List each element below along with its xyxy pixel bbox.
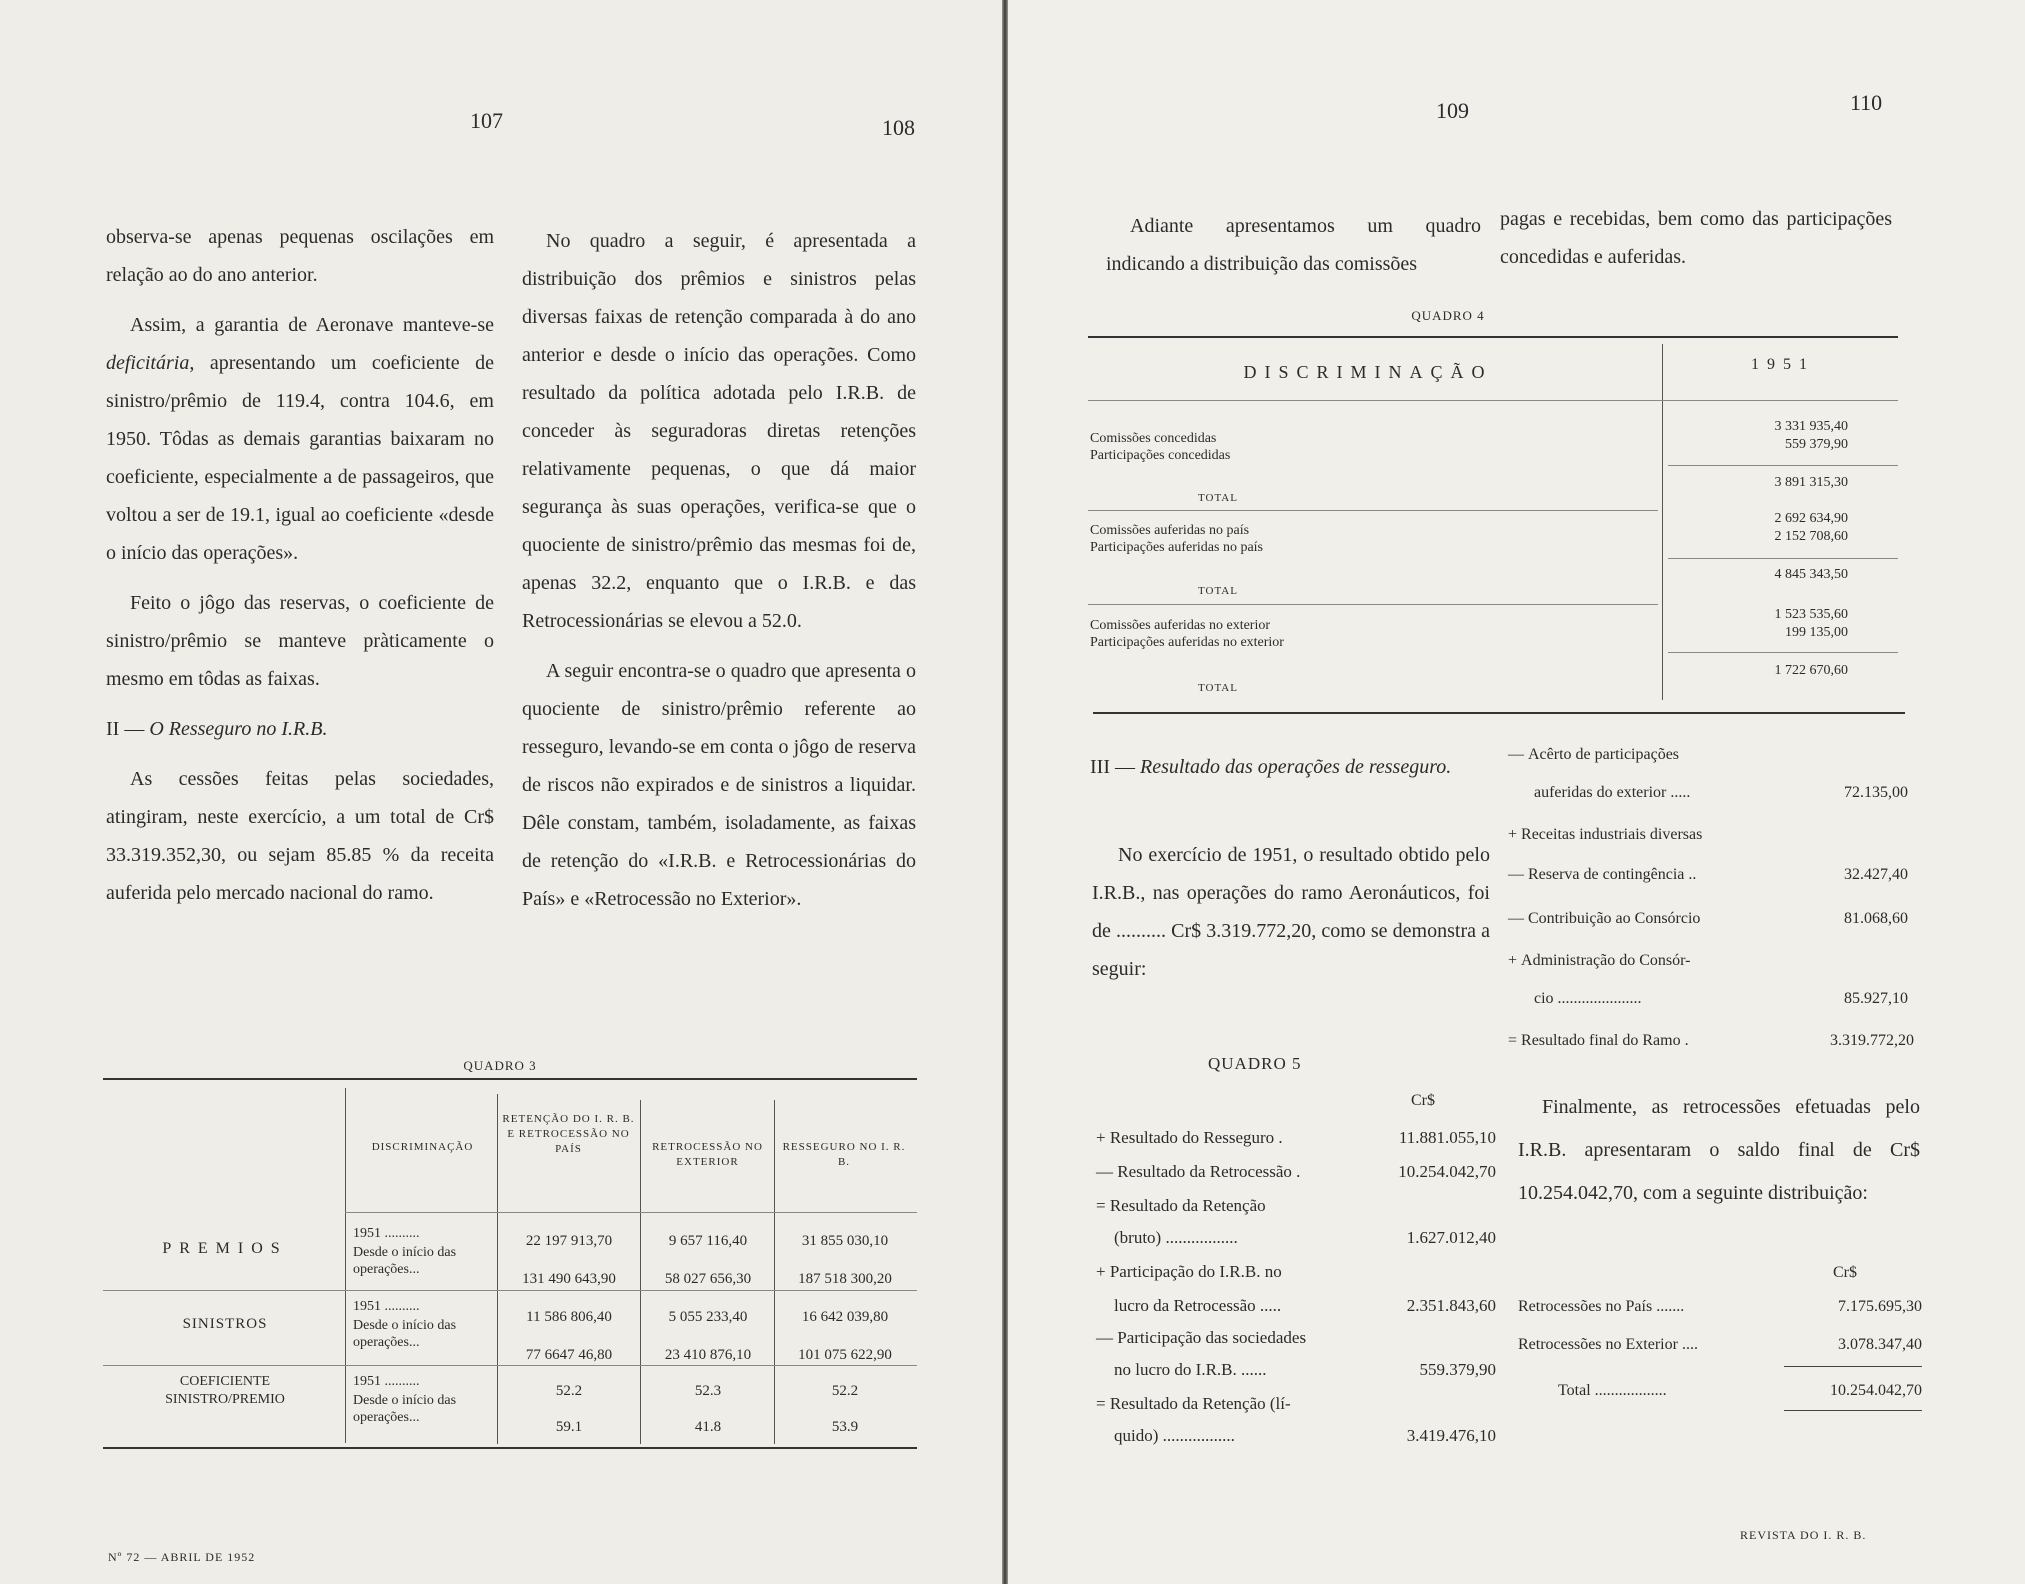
column-header: 1951 [1751,356,1815,373]
section-heading: II — O Resseguro no I.R.B. [106,718,328,740]
rule [1088,400,1898,401]
rule [103,1365,917,1366]
column-header: DISCRIMINAÇÃO [1243,362,1493,382]
list-item: Total .................. 10.254.042,70 [1558,1382,1922,1399]
currency-label: Cr$ [1833,1264,1857,1281]
rule [1093,712,1905,714]
intro-paragraph: Adiante apresentamos um quadro indicando a distribuição das comissões [1106,215,1481,275]
rule [1784,1410,1922,1411]
rule [103,1078,917,1080]
list-item: quido) ................. 3.419.476,10 [1114,1426,1496,1445]
rule [1088,336,1898,338]
table-cell: 5 055 233,40 [668,1309,748,1325]
divider [345,1088,346,1443]
row-label: Comissões auferidas no país [1090,523,1250,538]
table-cell: 101 075 622,90 [798,1347,892,1363]
total-label: TOTAL [1198,682,1238,694]
row-value: 1 523 535,60 [1774,607,1848,622]
row-total: 4 845 343,50 [1774,567,1848,582]
right-page [1008,0,2025,1584]
list-item: — Resultado da Retrocessão . 10.254.042,70 [1096,1162,1496,1181]
list-item: + Resultado do Resseguro . 11.881.055,10 [1096,1128,1496,1147]
row-label: Comissões auferidas no exterior [1090,618,1271,633]
table-cell: 11 586 806,40 [526,1309,612,1325]
list-item: auferidas do exterior ..... 72.135,00 [1534,784,1908,801]
row-value: 559 379,90 [1785,437,1848,452]
row-value: 2 692 634,90 [1774,511,1848,526]
rule [345,1212,917,1213]
row-total: 1 722 670,60 [1774,663,1848,678]
rule [1668,558,1898,559]
table-cell: 31 855 030,10 [801,1233,889,1249]
row-group-label: COEFICIENTE [179,1374,271,1389]
rule [1668,465,1898,466]
paragraph: observa-se apenas pequenas oscilações em relação ao do ano anterior. [106,226,494,286]
row-group-label: SINISTRO/PREMIO [165,1392,285,1407]
list-item: — Contribuição ao Consórcio 81.068,60 [1508,910,1908,927]
table-cell: 22 197 913,70 [525,1233,613,1249]
quadro-5-caption: QUADRO 5 [1208,1054,1302,1073]
row-label: Comissões concedidas [1090,431,1217,446]
column-header: DISCRIMINAÇÃO [371,1141,474,1153]
row-label: Participações auferidas no país [1090,540,1263,555]
page-number-108: 108 [882,115,915,140]
paragraph: As cessões feitas pelas sociedades, atingiram, neste exercício, a um total de Cr$ 33.319.352,30, ou sejam 85.85 % da receita auferida pelo mercado nacional do ramo. [106,768,494,904]
table-cell: 52.3 [694,1383,722,1399]
list-item: — Acêrto de participações [1508,746,1680,763]
table-cell: 187 518 300,20 [798,1271,892,1287]
total-label: TOTAL [1198,492,1238,504]
total-label: TOTAL [1198,585,1238,597]
rule [103,1290,917,1291]
rule [1784,1366,1922,1367]
table-cell: 131 490 643,90 [522,1271,616,1287]
list-item: Retrocessões no Exterior .... 3.078.347,40 [1518,1336,1922,1353]
table-cell: 53.9 [831,1419,859,1435]
list-item: — Participação das sociedades [1096,1328,1307,1347]
row-label: Desde o início das operações... [353,1393,457,1425]
list-item: = Resultado da Retenção [1096,1196,1266,1215]
column-107 [106,218,494,924]
divider [640,1100,641,1444]
row-total: 3 891 315,30 [1774,475,1848,490]
paragraph: No exercício de 1951, o resultado obtido pelo I.R.B., nas operações do ramo Aeronáuticos, foi de .......... Cr$ 3.319.772,20, como se demonstra a seguir: [1092,844,1490,980]
list-item: = Resultado final do Ramo . 3.319.772,20 [1508,1032,1914,1049]
column-108 [522,222,916,930]
list-item: + Receitas industriais diversas [1508,826,1703,843]
table-cell: 52.2 [831,1383,859,1399]
page-number-109: 109 [1436,98,1469,123]
table-cell: 23 410 876,10 [664,1347,752,1363]
table-cell: 9 657 116,40 [668,1233,748,1249]
paragraph: A seguir encontra-se o quadro que apresenta o quociente de sinistro/prêmio referente ao resseguro, levando-se em conta o jôgo de reserva de riscos não expirados e de sinistros a liquidar. Dêle constam, também, isoladamente, as faixas de retenção do «I.R.B. e Retrocessionárias do País» e «Retrocessão no Exterior». [522,660,916,910]
rule [103,1447,917,1449]
table-cell: 52.2 [555,1383,583,1399]
list-item: — Reserva de contingência .. 32.427,40 [1508,866,1908,883]
divider [1662,344,1663,700]
table-cell: 16 642 039,80 [801,1309,889,1325]
list-item: cio ..................... 85.927,10 [1534,990,1908,1007]
table-cell: 41.8 [694,1419,722,1435]
row-value: 199 135,00 [1785,625,1848,640]
row-value: 3 331 935,40 [1774,419,1848,434]
divider [774,1100,775,1444]
row-label: Participações auferidas no exterior [1090,635,1284,650]
currency-label: Cr$ [1411,1092,1435,1109]
page-number-107: 107 [470,108,503,133]
paragraph: Feito o jôgo das reservas, o coeficiente de sinistro/prêmio se manteve pràticamente o mesmo em tôdas as faixas. [106,592,494,690]
table-cell: 59.1 [555,1419,583,1435]
page-number-110: 110 [1850,90,1883,115]
paragraph: Finalmente, as retrocessões efetuadas pelo I.R.B. apresentaram o saldo final de Cr$ 10.254.042,70, com a seguinte distribuição: [1518,1096,1920,1204]
row-group-label: SINISTROS [182,1316,268,1332]
column-header: RESSEGURO NO I. R. B. [782,1141,906,1168]
list-item: = Resultado da Retenção (lí- [1096,1394,1291,1413]
row-group-label: PREMIOS [162,1240,288,1257]
row-label: Desde o início das operações... [353,1318,457,1350]
page-footer: REVISTA DO I. R. B. [1740,1528,1867,1542]
left-page [0,0,1002,1584]
list-item: + Participação do I.R.B. no [1096,1262,1282,1281]
list-item: lucro da Retrocessão ..... 2.351.843,60 [1114,1296,1496,1315]
list-item: Retrocessões no País ....... 7.175.695,30 [1518,1298,1922,1315]
row-label: Desde o início das operações... [353,1245,457,1277]
row-label: 1951 .......... [353,1226,420,1241]
table-cell: 77 6647 46,80 [525,1347,613,1363]
list-item: + Administração do Consór- [1508,952,1691,969]
row-label: 1951 .......... [353,1374,420,1389]
paragraph: No quadro a seguir, é apresentada a distribuição dos prêmios e sinistros pelas diversas faixas de retenção comparada à do ano anterior e desde o início das operações. Como resultado da política adotada pelo I.R.B. de conceder às seguradoras diretas retenções relativamente pequenas, o que dá maior segurança às suas operações, verifica-se que o quociente de sinistro/prêmio das mesmas foi de, apenas 32.2, enquanto que o I.R.B. e das Retrocessionárias se elevou a 52.0. [522,230,916,632]
row-value: 2 152 708,60 [1774,529,1848,544]
page-footer: Nº 72 — ABRIL DE 1952 [108,1550,256,1564]
list-item: (bruto) ................. 1.627.012,40 [1114,1228,1496,1247]
quadro-4-caption: QUADRO 4 [1411,308,1485,323]
row-label: 1951 .......... [353,1299,420,1314]
list-item: no lucro do I.R.B. ...... 559.379,90 [1114,1360,1496,1379]
intro-paragraph: pagas e recebidas, bem como das participações concedidas e auferidas. [1500,208,1892,268]
column-header: RETROCESSÃO NO EXTERIOR [652,1141,763,1168]
table-cell: 58 027 656,30 [664,1271,752,1287]
paragraph: Assim, a garantia de Aeronave manteve-se deficitária, apresentando um coeficiente de sinistro/prêmio de 119.4, contra 104.6, em 1950. Tôdas as demais garantias baixaram no coeficiente, especialmente a de passageiros, que voltou a ser de 19.1, igual ao coeficiente «desde o início das operações». [106,314,494,564]
row-label: Participações concedidas [1090,448,1231,463]
quadro-3-caption: QUADRO 3 [463,1058,537,1073]
column-header: RETENÇÃO DO I. R. B. E RETROCESSÃO NO PAÍS [502,1113,635,1155]
rule [1088,604,1658,605]
rule [1668,652,1898,653]
rule [1088,510,1658,511]
section-heading: III — Resultado das operações de resseguro. [1090,756,1452,778]
